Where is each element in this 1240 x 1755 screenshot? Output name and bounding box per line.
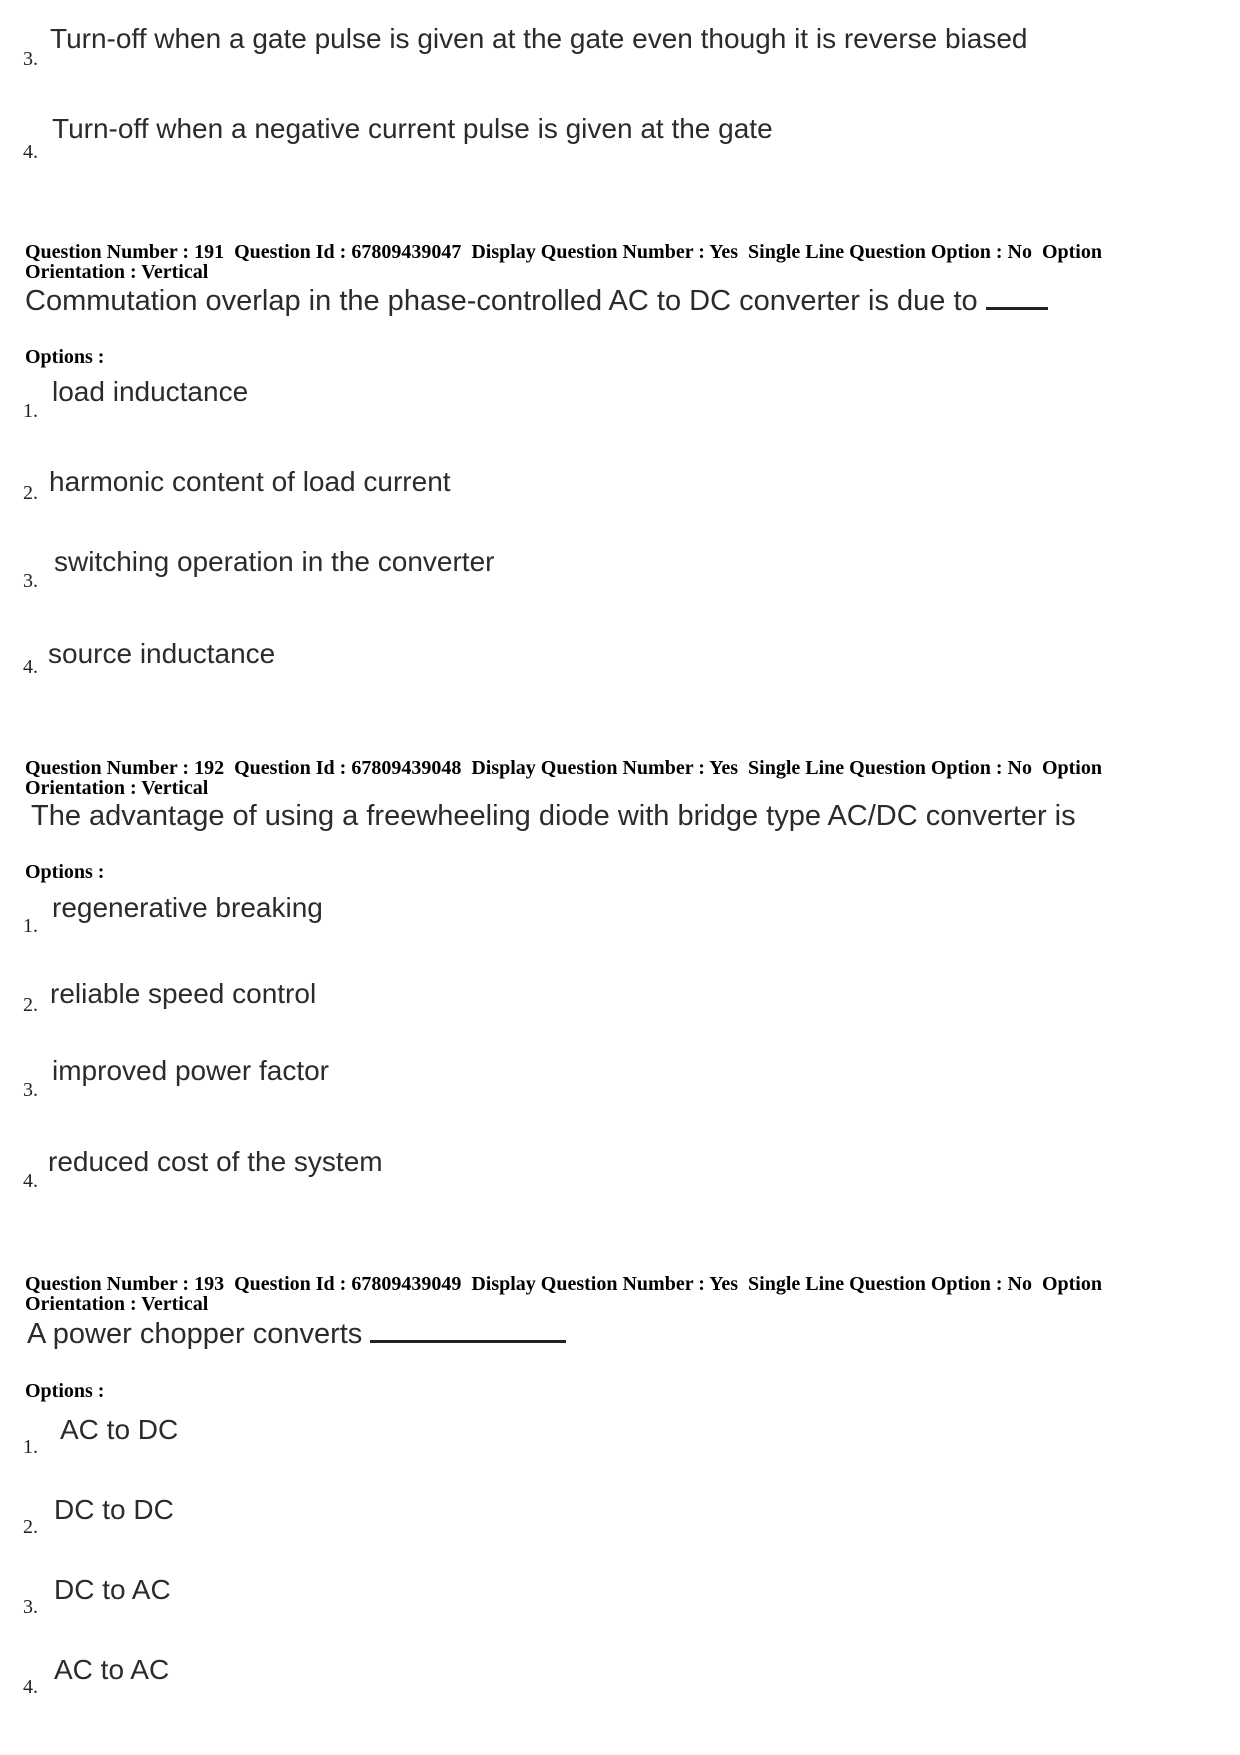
answer-blank <box>986 285 1048 310</box>
question-text <box>25 285 1048 318</box>
option-text: improved power factor <box>52 1055 330 1086</box>
option-number: 4. <box>23 1676 38 1698</box>
option-number: 2. <box>23 1516 38 1538</box>
option-text: AC to AC <box>54 1654 170 1685</box>
option-item <box>0 1047 1240 1117</box>
answer-blank <box>370 1318 566 1343</box>
option-number: 4. <box>23 141 38 163</box>
question-text <box>31 800 1076 833</box>
option-text: regenerative breaking <box>52 892 323 923</box>
option-text: Turn-off when a negative current pulse is given at the gate <box>52 113 773 144</box>
option-item <box>0 538 1240 608</box>
options-label: Options : <box>25 346 105 368</box>
option-item <box>0 970 1240 1040</box>
question-meta <box>25 242 1225 282</box>
option-item <box>0 1488 1240 1558</box>
option-text: switching operation in the converter <box>54 546 495 577</box>
option-text: reduced cost of the system <box>48 1146 383 1177</box>
question-meta-line: Orientation : Vertical <box>25 777 209 799</box>
option-text: harmonic content of load current <box>49 466 451 497</box>
option-number: 1. <box>23 915 38 937</box>
question-meta-line: Orientation : Vertical <box>25 261 209 283</box>
question-meta-line: Question Number : 193 Question Id : 67809439049 Display Question Number : Yes Single Line Question Option : No Option <box>25 1273 1102 1295</box>
question-meta <box>25 1274 1225 1314</box>
question-meta <box>25 758 1225 798</box>
option-item <box>0 1138 1240 1208</box>
option-text: DC to DC <box>54 1494 174 1525</box>
option-number: 3. <box>23 1596 38 1618</box>
option-item <box>0 1408 1240 1478</box>
question-meta-line: Question Number : 192 Question Id : 67809439048 Display Question Number : Yes Single Line Question Option : No Option <box>25 757 1102 779</box>
option-number: 1. <box>23 400 38 422</box>
option-number: 1. <box>23 1436 38 1458</box>
option-text: Turn-off when a gate pulse is given at the gate even though it is reverse biased <box>50 23 1028 54</box>
question-meta-line: Orientation : Vertical <box>25 1293 209 1315</box>
option-text: DC to AC <box>54 1574 171 1605</box>
options-label: Options : <box>25 861 105 883</box>
option-item <box>0 105 1240 175</box>
option-text: AC to DC <box>60 1414 179 1445</box>
option-item <box>0 368 1240 438</box>
option-item <box>0 630 1240 700</box>
option-number: 4. <box>23 1170 38 1192</box>
option-item <box>0 15 1240 85</box>
option-number: 2. <box>23 482 38 504</box>
option-text: reliable speed control <box>50 978 317 1009</box>
option-number: 3. <box>23 1079 38 1101</box>
option-number: 4. <box>23 656 38 678</box>
option-number: 2. <box>23 994 38 1016</box>
question-meta-line: Question Number : 191 Question Id : 67809439047 Display Question Number : Yes Single Line Question Option : No Option <box>25 241 1102 263</box>
question-text-content: A power chopper converts <box>27 1318 363 1350</box>
option-item <box>0 1648 1240 1718</box>
option-number: 3. <box>23 570 38 592</box>
option-item <box>0 1568 1240 1638</box>
question-text <box>27 1318 566 1351</box>
option-number: 3. <box>23 48 38 70</box>
option-item <box>0 884 1240 954</box>
question-text-content: The advantage of using a freewheeling diode with bridge type AC/DC converter is <box>31 800 1076 832</box>
options-label: Options : <box>25 1380 105 1402</box>
option-text: source inductance <box>48 638 276 669</box>
question-text-content: Commutation overlap in the phase-controlled AC to DC converter is due to <box>25 285 978 317</box>
option-text: load inductance <box>52 376 249 407</box>
option-item <box>0 458 1240 528</box>
